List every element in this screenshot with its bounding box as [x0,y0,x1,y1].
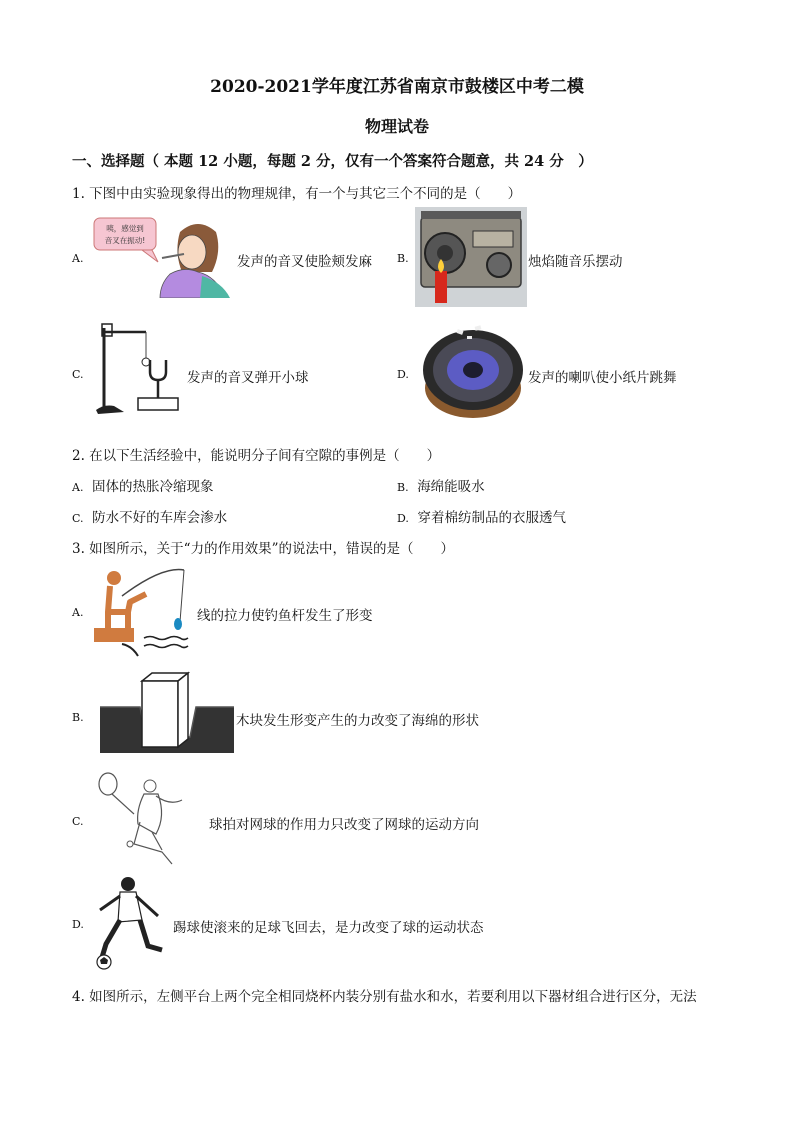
tennis-player-image [94,772,194,868]
q3-option-a-caption: 线的拉力使钓鱼杆发生了形变 [197,608,373,624]
q1-option-d-caption: 发声的喇叭使小纸片跳舞 [528,370,677,386]
q3-option-c-letter: C. [72,815,84,828]
q1-option-c-letter: C. [72,368,84,381]
speech-line-2: 音叉在振动! [104,236,146,245]
exam-title: 2020-2021学年度江苏省南京市鼓楼区中考二模 [210,77,584,97]
q1-option-a-letter: A. [72,252,84,265]
q2-option-d [397,506,566,526]
q1-option-d-letter: D. [397,368,409,381]
q3-option-a-letter: A. [72,606,84,619]
q2-option-b [397,475,485,495]
q2-option-c-text: 防水不好的车库会渗水 [92,510,228,526]
radio-candle-image [415,207,527,307]
q2-option-d-text: 穿着棉纺制品的衣服透气 [417,510,567,526]
section-heading: 一、选择题（ 本题 12 小题，每题 2 分，仅有一个答案符合题意，共 24 分 ） [72,153,593,170]
q3-option-b-caption: 木块发生形变产生的力改变了海绵的形状 [236,713,479,729]
girl-tuning-fork-image [92,214,232,298]
block-on-sponge-image [98,671,236,755]
q2-option-d-letter: D. [397,512,409,525]
fishing-person-image [92,566,192,658]
q1-option-c-caption: 发声的音叉弹开小球 [187,370,309,386]
q2-option-c-letter: C. [72,512,84,525]
question-2-stem: 2. 在以下生活经验中，能说明分子间有空隙的事例是（ ） [72,448,441,464]
q2-option-a [72,475,214,495]
speech-line-1: 咦，感觉到 [106,224,144,233]
q2-option-a-letter: A. [72,481,84,494]
tuning-fork-ball-image [92,318,182,422]
q1-option-b-letter: B. [397,252,409,265]
speaker-paper-image [417,322,525,424]
exam-subtitle: 物理试卷 [364,117,429,136]
soccer-player-image [92,874,172,972]
question-3-stem: 3. 如图所示，关于“力的作用效果”的说法中，错误的是（ ） [72,541,454,557]
q2-option-b-letter: B. [397,481,409,494]
q3-option-d-caption: 踢球使滚来的足球飞回去，是力改变了球的运动状态 [173,920,484,936]
q1-option-b-caption: 烛焰随音乐摆动 [528,254,623,270]
q2-option-b-text: 海绵能吸水 [417,479,485,495]
q3-option-b-letter: B. [72,711,84,724]
question-1-stem: 1. 下图中由实验现象得出的物理规律，有一个与其它三个不同的是（ ） [72,186,522,202]
question-4-stem: 4. 如图所示，左侧平台上两个完全相同烧杯内装分别有盐水和水，若要利用以下器材组合进行区分，无法 [72,989,697,1005]
q3-option-c-caption: 球拍对网球的作用力只改变了网球的运动方向 [209,817,479,833]
q3-option-d-letter: D. [72,918,84,931]
q1-option-a-caption: 发声的音叉使脸颊发麻 [237,254,372,270]
q2-option-a-text: 固体的热胀冷缩现象 [92,479,214,495]
q2-option-c [72,506,227,526]
